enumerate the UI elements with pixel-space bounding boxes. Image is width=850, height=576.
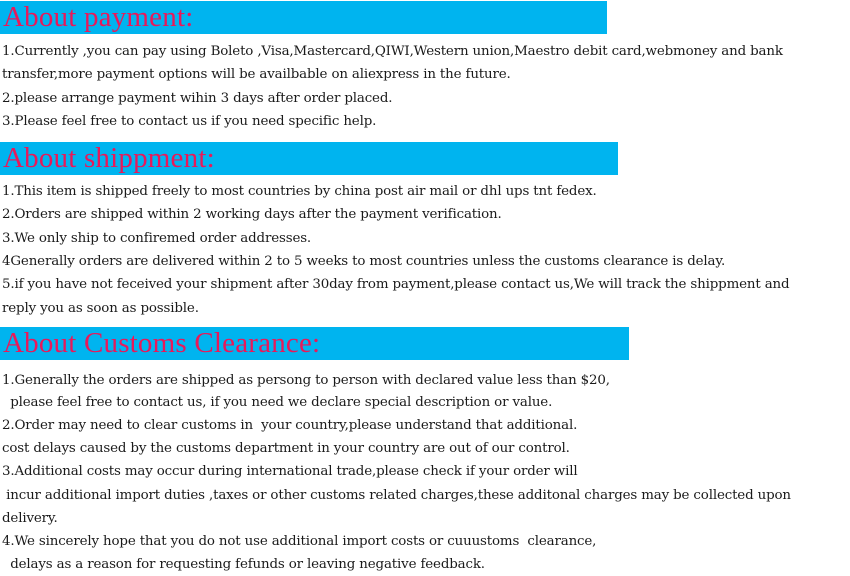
payment-line-2: transfer,more payment options will be availbable on aliexpress in the future.: [2, 67, 511, 82]
customs-line-9: delays as a reason for requesting fefunds or leaving negative feedback.: [2, 557, 485, 572]
payment-line-1: 1.Currently ,you can pay using Boleto ,Visa,Mastercard,QIWI,Western union,Maestro debit card,webmoney and bank: [2, 44, 783, 59]
payment-title: About payment:: [3, 1, 194, 33]
customs-title: About Customs Clearance:: [3, 327, 321, 359]
customs-line-3: 2.Order may need to clear customs in your country,please understand that additional.: [2, 418, 578, 433]
customs-line-2: please feel free to contact us, if you need we declare special description or value.: [2, 395, 553, 410]
shipment-title: About shippment:: [3, 142, 215, 174]
customs-line-1: 1.Generally the orders are shipped as persong to person with declared value less than $20,: [2, 373, 610, 388]
payment-banner: [0, 1, 607, 34]
shipment-line-1: 1.This item is shipped freely to most countries by china post air mail or dhl ups tnt fedex.: [2, 184, 597, 199]
payment-line-4: 3.Please feel free to contact us if you need specific help.: [2, 114, 377, 129]
shipment-line-3: 3.We only ship to confiremed order addresses.: [2, 231, 312, 246]
customs-line-8: 4.We sincerely hope that you do not use additional import costs or cuuustoms clearance,: [2, 534, 597, 549]
shipment-line-6: reply you as soon as possible.: [2, 301, 199, 316]
shipment-line-2: 2.Orders are shipped within 2 working days after the payment verification.: [2, 207, 502, 222]
shipment-banner: [0, 142, 618, 175]
customs-banner: [0, 327, 629, 360]
customs-line-6: incur additional import duties ,taxes or other customs related charges,these additonal charges may be collected upon: [2, 488, 791, 503]
shipment-line-4: 4Generally orders are delivered within 2 to 5 weeks to most countries unless the customs clearance is delay.: [2, 254, 726, 269]
payment-line-3: 2.please arrange payment wihin 3 days after order placed.: [2, 91, 393, 106]
customs-line-4: cost delays caused by the customs department in your country are out of our control.: [2, 441, 570, 456]
customs-line-5: 3.Additional costs may occur during international trade,please check if your order will: [2, 464, 578, 479]
shipment-line-5: 5.if you have not feceived your shipment after 30day from payment,please contact us,We will track the shippment and: [2, 277, 790, 292]
customs-line-7: delivery.: [2, 511, 58, 526]
